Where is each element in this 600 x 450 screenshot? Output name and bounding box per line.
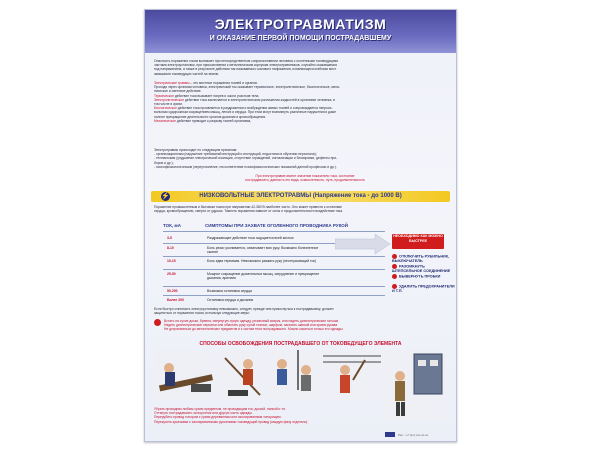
illustration-panel (384, 350, 446, 420)
intro-line: замыкания токоведущих частей на землю. (154, 71, 220, 76)
causes-block (154, 148, 447, 169)
band-text (154, 205, 447, 213)
symptom-text: Раздражающее действие тока ощущается всей кистью (207, 236, 294, 240)
causes-title: Электротравмы происходят по следующим причинам: (154, 148, 238, 152)
symptom-text: Боль едва терпимая. Невозможно разжать руку (неотпускающий ток) (207, 259, 316, 263)
action-label: ОТКЛЮЧИТЬ РУБИЛЬНИК, ВЫКЛЮЧАТЕЛЬ (392, 254, 450, 263)
action-label: ВЫВЕРНУТЬ ПРОБКИ (399, 274, 441, 279)
publisher-logo (385, 432, 395, 437)
illustration-stick (220, 350, 265, 400)
measure-item: Встать на сухие доски, бревна, свернутую сухую одежду, резиновый коврик, или надеть диэлектрические галоши (164, 319, 339, 323)
page-subtitle: И ОКАЗАНИЕ ПЕРВОЙ ПОМОЩИ ПОСТРАДАВШЕМУ (209, 35, 392, 42)
divider (163, 231, 385, 232)
publisher-contact: Тел.: +7 (xx) xxx-xx-xx (398, 433, 429, 437)
footer-item: Перекусить кусачками с изолированными рукоятками токоведущий провод (каждую фазу отдельно) (154, 419, 308, 424)
warning-icon (154, 319, 161, 326)
intro-line: Опасность поражения током возникает при непосредственном соприкосновении человека с оголенными токоведущими (154, 59, 339, 63)
action-item (392, 264, 456, 273)
effect-text: – это местные поражения тканей и органов. (189, 81, 258, 85)
effect-text: действие тока проявляется в раздражении и возбуждении живых тканей и сопровождается непроиз- (176, 106, 333, 111)
methods-title: СПОСОБЫ ОСВОБОЖДЕНИЯ ПОСТРАДАВШЕГО ОТ ТОКОВЕДУЩЕГО ЭЛЕМЕНТА (199, 341, 402, 347)
cause-item: - психофизиологическим (переутомление, несоответствие психофизиологических показаний данной профессии и др.). (154, 164, 337, 169)
precaution-line: защититься от поражения током, используя следующие меры: (154, 311, 250, 316)
effect-text: действие тока вызывает нагрев и ожоги участков тела. (173, 93, 260, 98)
footer-list (154, 407, 384, 424)
symptom-text: Мощное сокращение дыхательных мышц, затруднение и прекращение дыхания, аритмия (207, 272, 320, 280)
col-current-header: ТОК, мА (163, 223, 181, 228)
note-block (185, 174, 425, 182)
effects-line: ническое и световое действие. (154, 89, 202, 94)
note-line: пострадавшего, давность его вида, осмысленность, путь, продолжительность (245, 178, 365, 183)
effect-term: Электрические травмы (154, 81, 190, 85)
illustration-pull (268, 350, 320, 400)
band-line: Поражение промышленным и бытовым током при напряжении 42-380 В наиболее часто. Оно может привести к остановке (154, 205, 342, 209)
current-value: 50-200 (167, 289, 178, 293)
effects-block (154, 81, 447, 123)
illustration-board (155, 350, 217, 400)
current-value: Более 200 (167, 298, 184, 302)
effect-term: Биологическое (154, 106, 177, 111)
lightning-icon: ⚡ (161, 193, 170, 200)
effects-line: полное прекращение деятельности органов дыхания и кровообращения. (154, 114, 267, 119)
current-value: 8-10 (167, 246, 174, 250)
symptom-text: Боль резко усиливается, охватывает всю руку. Возможно болезненное сжатие (207, 246, 319, 254)
illustration-axe (323, 350, 381, 400)
effects-line (154, 119, 447, 123)
footer-item: Перерубить провод топором с сухим деревянным или изолированным топорищем. (154, 415, 282, 420)
measure-item: Надеть диэлектрические перчатки или обмотать руку сухой тканью, шарфом, закатать шапкой или краем рукава (164, 323, 338, 328)
cause-item: боров и др.); (154, 160, 174, 165)
footer-item: Убрать проводник любым сухим предметом, не проводящим ток: доской, палкой и т.п. (154, 407, 287, 411)
action-item (392, 274, 440, 279)
urgent-box: НЕОБХОДИМО КАК МОЖНО БЫСТРЕЕ (392, 234, 444, 249)
intro-line: под напряжением, а также в результате действия так называемого шагового напряжения, появляющегося вблизи мест (154, 67, 337, 72)
arrow-graphic (335, 234, 391, 304)
effects-line: Проходя через организм человека, электрический ток оказывает термическое, электролитическое, биологическое, меха- (154, 85, 340, 90)
effects-line: вольным судорожным сокращением мышц, легких и сердца. При этом могут возникнуть различные нарушения и даже (154, 110, 336, 115)
action-label: УДАЛИТЬ ПРЕДОХРАНИТЕЛИ И Т.П. (392, 284, 455, 293)
action-item (392, 284, 456, 293)
cause-item: - техническим (ухудшение электрической изоляции, отсутствие ограждений, сигнализации и блокировки, дефекты при- (154, 156, 338, 161)
poster (144, 9, 457, 442)
action-item (392, 254, 456, 263)
band-line: сердца, кровообращению, смерти от удушья. Тяжесть поражения зависит от силы и продолжительности воздействия тока. (154, 209, 343, 214)
action-label: РАЗОМКНУТЬ ШТЕПСЕЛЬНОЕ СОЕДИНЕНИЕ (392, 264, 451, 273)
section-title: НИЗКОВОЛЬТНЫЕ ЭЛЕКТРОТРАВМЫ (Напряжение тока - до 1000 В) (199, 193, 402, 199)
precaution-line: Если быстро отключить электроустановку невозможно, следует, прежде чем прикоснуться к пострадавшему, должен (154, 307, 334, 311)
section-band (151, 191, 450, 202)
intro-paragraph (154, 59, 447, 76)
header-banner (145, 10, 456, 53)
effect-text: действие тока заключается в электролитическом разложении жидкостей в организме человека, в (184, 97, 335, 102)
effect-term: Электролитическое (154, 97, 185, 102)
precaution-intro (154, 307, 447, 315)
cause-item: - организационным (нарушение требований инструкций и инструкций, недостатки в обучении персонала); (154, 152, 317, 157)
current-value: 10-15 (167, 259, 176, 263)
effect-term: Термическое (154, 93, 174, 98)
stop-icon (392, 274, 397, 279)
footer-item: Оттянуть пострадавшего за воротник или другую часть одежды. (154, 411, 253, 416)
measure-item: Не дотрагиваться до металлических предметов и к частям тела пострадавшего. Можно касаться только его одежды. (164, 327, 344, 332)
measures-block (164, 319, 447, 332)
page-title: ЭЛЕКТРОТРАВМАТИЗМ (214, 16, 387, 32)
symptom-text: Возможна остановка сердца (207, 289, 252, 293)
note-line: При электротравме имеют значение показатели тока, состояние (255, 174, 355, 178)
effect-text: действие приводит к разрыву тканей организма, (176, 118, 252, 123)
effect-term: Механическое (154, 118, 176, 123)
symptom-text: Остановка сердца и дыхания (207, 298, 254, 302)
current-value: 3-5 (167, 236, 172, 240)
col-symptoms-header: СИМПТОМЫ ПРИ ЗАХВАТЕ ОГОЛЕННОГО ПРОВОДНИКА РУКОЙ (205, 223, 349, 228)
effects-line: том числе и крови. (154, 102, 183, 107)
intro-line: частями электроустановок, при прикосновении к металлическим корпусам электроприемников, случайно оказавшимся (154, 63, 337, 68)
current-value: 25-50 (167, 272, 176, 276)
